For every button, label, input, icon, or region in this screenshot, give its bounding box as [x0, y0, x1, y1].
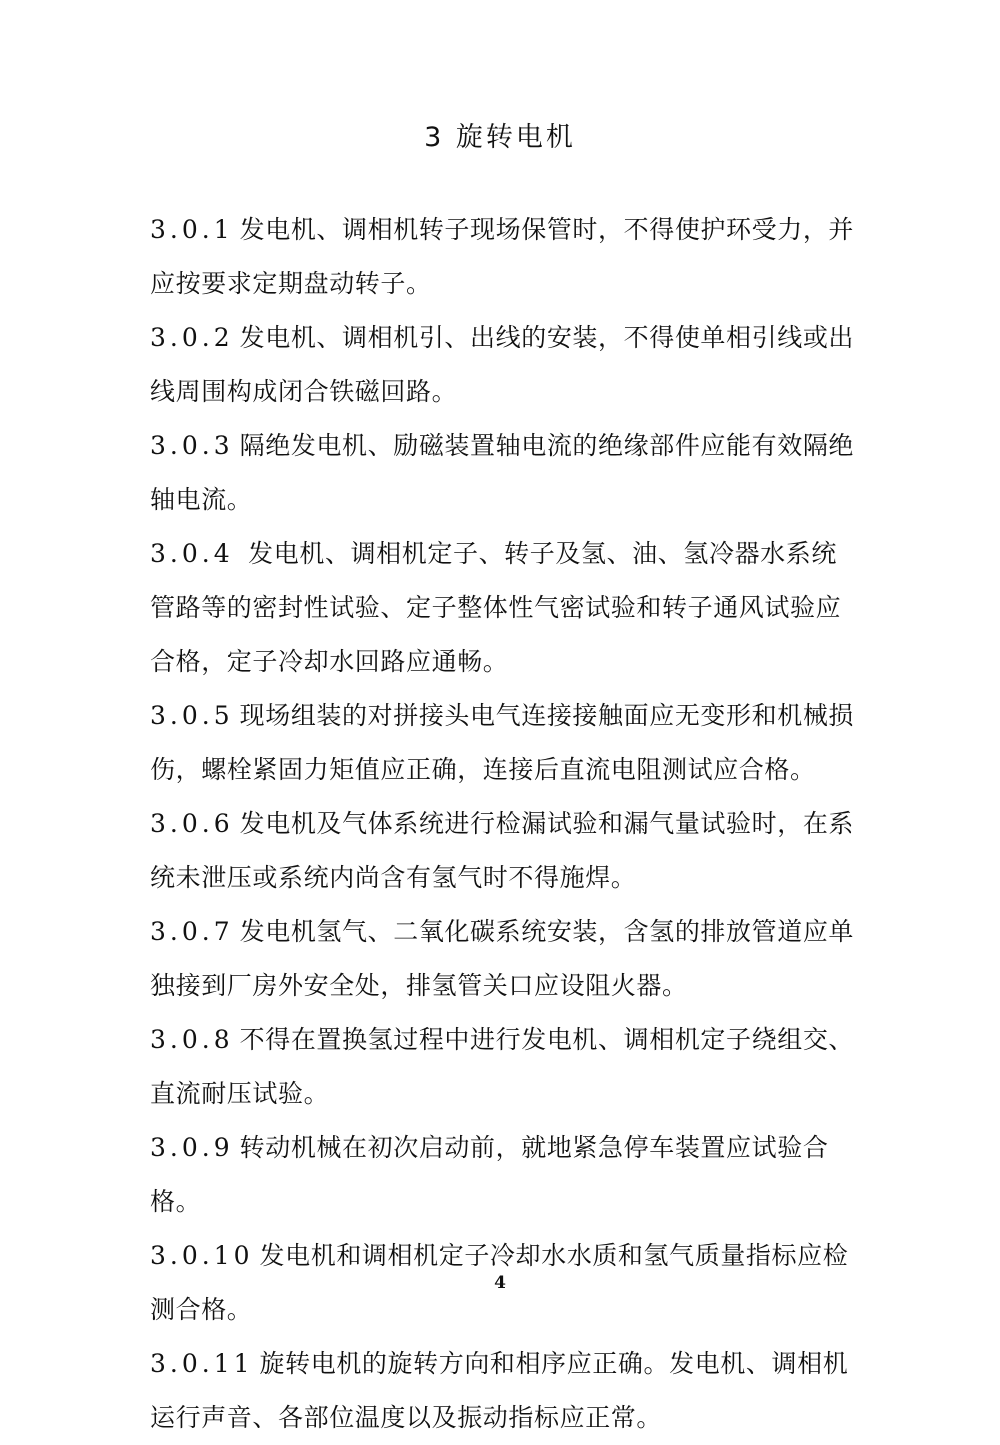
clause-number: 3.0.11 — [150, 1349, 254, 1378]
clause-text: 发电机、调相机定子、转子及氢、油、氢冷器水系统管路等的密封性试验、定子整体性气密试验和转子通风试验应合格，定子冷却水回路应通畅。 — [150, 539, 842, 676]
clause-text: 隔绝发电机、励磁装置轴电流的绝缘部件应能有效隔绝轴电流。 — [150, 431, 855, 514]
clause-text: 发电机氢气、二氧化碳系统安装，含氢的排放管道应单独接到厂房外安全处，排氢管关口应设阻火器。 — [150, 917, 855, 1000]
clause-3-0-3 — [150, 419, 862, 527]
clause-3-0-4 — [150, 527, 862, 689]
section-title: 3 旋转电机 — [424, 122, 576, 153]
clause-3-0-8 — [150, 1013, 862, 1121]
clause-3-0-1 — [150, 203, 862, 311]
clause-number: 3.0.6 — [150, 809, 234, 838]
clause-text: 旋转电机的旋转方向和相序应正确。发电机、调相机运行声音、各部位温度以及振动指标应正常。 — [150, 1349, 849, 1432]
clause-number: 3.0.5 — [150, 701, 234, 730]
clause-3-0-2 — [150, 311, 862, 419]
clause-number: 3.0.8 — [150, 1025, 234, 1054]
clause-list — [150, 203, 862, 1445]
clause-number: 3.0.10 — [150, 1241, 254, 1270]
clause-text: 不得在置换氢过程中进行发电机、调相机定子绕组交、直流耐压试验。 — [150, 1025, 855, 1108]
clause-text: 发电机和调相机定子冷却水水质和氢气质量指标应检测合格。 — [150, 1241, 849, 1324]
clause-3-0-11 — [150, 1337, 862, 1445]
clause-3-0-6 — [150, 797, 862, 905]
clause-text: 发电机、调相机转子现场保管时，不得使护环受力，并应按要求定期盘动转子。 — [150, 215, 855, 298]
clause-3-0-9 — [150, 1121, 862, 1229]
clause-text: 发电机及气体系统进行检漏试验和漏气量试验时，在系统未泄压或系统内尚含有氢气时不得施焊。 — [150, 809, 855, 892]
clause-number: 3.0.4 — [150, 539, 234, 568]
clause-number: 3.0.2 — [150, 323, 234, 352]
clause-3-0-7 — [150, 905, 862, 1013]
clause-3-0-5 — [150, 689, 862, 797]
clause-number: 3.0.3 — [150, 431, 234, 460]
clause-number: 3.0.7 — [150, 917, 234, 946]
clause-text: 现场组装的对拼接头电气连接接触面应无变形和机械损伤，螺栓紧固力矩值应正确，连接后直流电阻测试应合格。 — [150, 701, 855, 784]
clause-number: 3.0.9 — [150, 1133, 234, 1162]
page-number: 4 — [494, 1273, 506, 1293]
clause-text: 转动机械在初次启动前，就地紧急停车装置应试验合格。 — [150, 1133, 829, 1216]
clause-text: 发电机、调相机引、出线的安装，不得使单相引线或出线周围构成闭合铁磁回路。 — [150, 323, 855, 406]
clause-number: 3.0.1 — [150, 215, 234, 244]
